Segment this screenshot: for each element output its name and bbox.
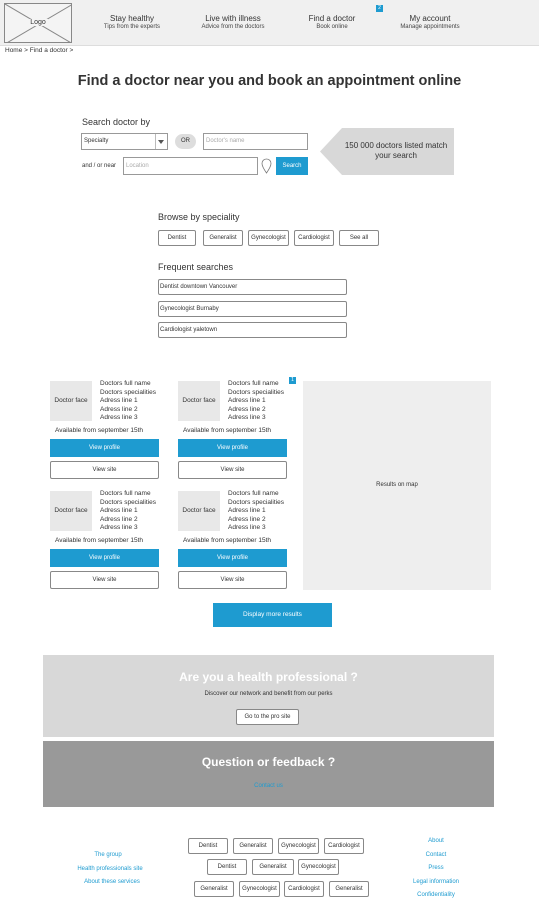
nav-subtitle: Tips from the experts <box>103 24 161 30</box>
availability-text: Available from september 15th <box>55 537 144 544</box>
doctor-info <box>228 490 284 533</box>
footer-chip-gynecologist[interactable]: Gynecologist <box>239 881 280 897</box>
doctor-full-name[interactable]: Doctors full name <box>228 380 279 387</box>
view-profile-button[interactable]: View profile <box>50 439 159 457</box>
search-by-select[interactable] <box>81 133 168 150</box>
doctor-address-line: Adress line 2 <box>100 405 138 413</box>
chevron-down-icon <box>158 140 164 144</box>
doctor-info <box>100 490 156 533</box>
select-value: Specialty <box>84 138 109 144</box>
nav-title: Find a doctor <box>308 14 356 23</box>
view-site-button[interactable]: View site <box>178 571 287 589</box>
display-more-results-button[interactable]: Display more results <box>213 603 332 627</box>
health-professional-banner <box>43 655 494 737</box>
doctor-address-line: Adress line 2 <box>228 515 266 523</box>
view-profile-button[interactable]: View profile <box>178 439 287 457</box>
nav-subtitle: Advice from the doctors <box>201 24 265 30</box>
footer-chip-generalist[interactable]: Generalist <box>252 859 294 875</box>
footer-link-the-group[interactable]: The group <box>94 852 122 858</box>
nav-title: Live with illness <box>205 14 261 23</box>
doctor-info <box>228 380 284 423</box>
breadcrumb-separator: > <box>69 47 74 54</box>
location-input[interactable]: Location <box>123 157 258 175</box>
doctor-info <box>100 380 156 423</box>
nav-find-a-doctor[interactable] <box>296 14 368 30</box>
doctor-specialities: Doctors specialities <box>100 498 156 506</box>
speciality-chip-gynecologist[interactable]: Gynecologist <box>248 230 289 246</box>
top-navigation-bar <box>0 0 539 46</box>
doctor-photo: Doctor face <box>178 491 220 531</box>
doctor-photo: Doctor face <box>178 381 220 421</box>
nav-stay-healthy[interactable] <box>96 14 168 30</box>
results-count-callout <box>320 128 454 175</box>
frequent-search-item[interactable]: Dentist downtown Vancouver <box>158 279 347 295</box>
speciality-chip-cardiologist[interactable]: Cardiologist <box>294 230 334 246</box>
frequent-searches-title: Frequent searches <box>158 262 234 272</box>
see-all-button[interactable]: See all <box>339 230 379 246</box>
feedback-banner <box>43 741 494 807</box>
footer-link-about-services[interactable]: About these services <box>84 879 140 885</box>
frequent-search-item[interactable]: Gynecologist Burnaby <box>158 301 347 317</box>
doctor-address-line: Adress line 2 <box>100 515 138 523</box>
pro-banner-title: Are you a health professional ? <box>179 670 358 684</box>
footer-link-contact[interactable]: Contact <box>425 852 447 858</box>
speciality-chip-generalist[interactable]: Generalist <box>203 230 243 246</box>
footer-chip-generalist[interactable]: Generalist <box>329 881 369 897</box>
doctor-full-name[interactable]: Doctors full name <box>100 490 151 497</box>
doctor-specialities: Doctors specialities <box>100 388 156 396</box>
nav-live-with-illness[interactable] <box>197 14 269 30</box>
doctor-address-line: Adress line 3 <box>100 524 138 531</box>
view-site-button[interactable]: View site <box>50 571 159 589</box>
footer-chip-gynecologist[interactable]: Gynecologist <box>278 838 319 854</box>
nav-my-account[interactable] <box>394 14 466 30</box>
speciality-chip-dentist[interactable]: Dentist <box>158 230 196 246</box>
footer-chip-cardiologist[interactable]: Cardiologist <box>324 838 364 854</box>
search-label: Search doctor by <box>82 117 151 127</box>
logo-label: Logo <box>30 19 46 26</box>
footer-chip-cardiologist[interactable]: Cardiologist <box>284 881 324 897</box>
footer-chip-gynecologist[interactable]: Gynecologist <box>298 859 339 875</box>
go-to-pro-site-button[interactable]: Go to the pro site <box>236 709 299 725</box>
view-profile-button[interactable]: View profile <box>178 549 287 567</box>
footer-link-health-pro-site[interactable]: Health professionals site <box>77 866 143 872</box>
footer-link-about[interactable]: About <box>428 838 444 844</box>
breadcrumb <box>5 47 73 54</box>
search-button[interactable]: Search <box>276 157 308 175</box>
frequent-search-item[interactable]: Cardiologist yaletown <box>158 322 347 338</box>
doctor-name-input[interactable]: Doctor's name <box>203 133 308 150</box>
doctor-address-line: Adress line 1 <box>100 507 138 514</box>
or-separator: OR <box>175 134 196 149</box>
doctor-photo: Doctor face <box>50 491 92 531</box>
availability-text: Available from september 15th <box>55 427 144 434</box>
results-count-text: 150 000 doctors listed match your search <box>344 141 448 160</box>
footer-chip-dentist[interactable]: Dentist <box>207 859 247 875</box>
nav-title: Stay healthy <box>109 14 155 23</box>
location-pin-icon[interactable] <box>261 158 272 174</box>
doctor-address-line: Adress line 3 <box>228 414 266 421</box>
footer-chip-generalist[interactable]: Generalist <box>233 838 273 854</box>
pro-banner-text: Discover our network and benefit from our perks <box>204 691 333 697</box>
doctor-address-line: Adress line 3 <box>228 524 266 531</box>
doctor-photo: Doctor face <box>50 381 92 421</box>
doctor-address-line: Adress line 1 <box>100 397 138 404</box>
contact-us-link[interactable]: Contact us <box>254 783 283 789</box>
breadcrumb-home[interactable]: Home <box>5 47 23 54</box>
logo[interactable] <box>4 3 72 43</box>
annotation-badge: 1 <box>289 377 296 384</box>
nav-subtitle: Manage appointments <box>400 24 460 30</box>
availability-text: Available from september 15th <box>183 427 272 434</box>
doctor-specialities: Doctors specialities <box>228 388 284 396</box>
doctor-address-line: Adress line 2 <box>228 405 266 413</box>
breadcrumb-current[interactable]: Find a doctor <box>29 47 68 54</box>
doctor-address-line: Adress line 3 <box>100 414 138 421</box>
footer-chip-generalist[interactable]: Generalist <box>194 881 234 897</box>
view-site-button[interactable]: View site <box>50 461 159 479</box>
view-site-button[interactable]: View site <box>178 461 287 479</box>
footer-chip-dentist[interactable]: Dentist <box>188 838 228 854</box>
doctor-full-name[interactable]: Doctors full name <box>100 380 151 387</box>
nav-title: My account <box>409 14 451 23</box>
footer-link-legal-information[interactable]: Legal information <box>412 879 460 885</box>
breadcrumb-separator: > <box>24 47 28 54</box>
nav-subtitle: Book online <box>316 24 348 30</box>
browse-speciality-title: Browse by speciality <box>158 212 240 222</box>
availability-text: Available from september 15th <box>183 537 272 544</box>
results-map[interactable]: Results on map <box>303 381 491 590</box>
doctor-address-line: Adress line 1 <box>228 507 266 514</box>
select-divider <box>155 134 156 149</box>
near-label: and / or near <box>82 163 117 169</box>
doctor-specialities: Doctors specialities <box>228 498 284 506</box>
annotation-badge: 2 <box>376 5 383 12</box>
doctor-address-line: Adress line 1 <box>228 397 266 404</box>
doctor-full-name[interactable]: Doctors full name <box>228 490 279 497</box>
feedback-title: Question or feedback ? <box>201 755 336 769</box>
view-profile-button[interactable]: View profile <box>50 549 159 567</box>
footer-link-press[interactable]: Press <box>428 865 444 871</box>
footer-link-confidentiality[interactable]: Confidentiality <box>417 892 455 898</box>
page-title: Find a doctor near you and book an appointment online <box>77 73 462 89</box>
